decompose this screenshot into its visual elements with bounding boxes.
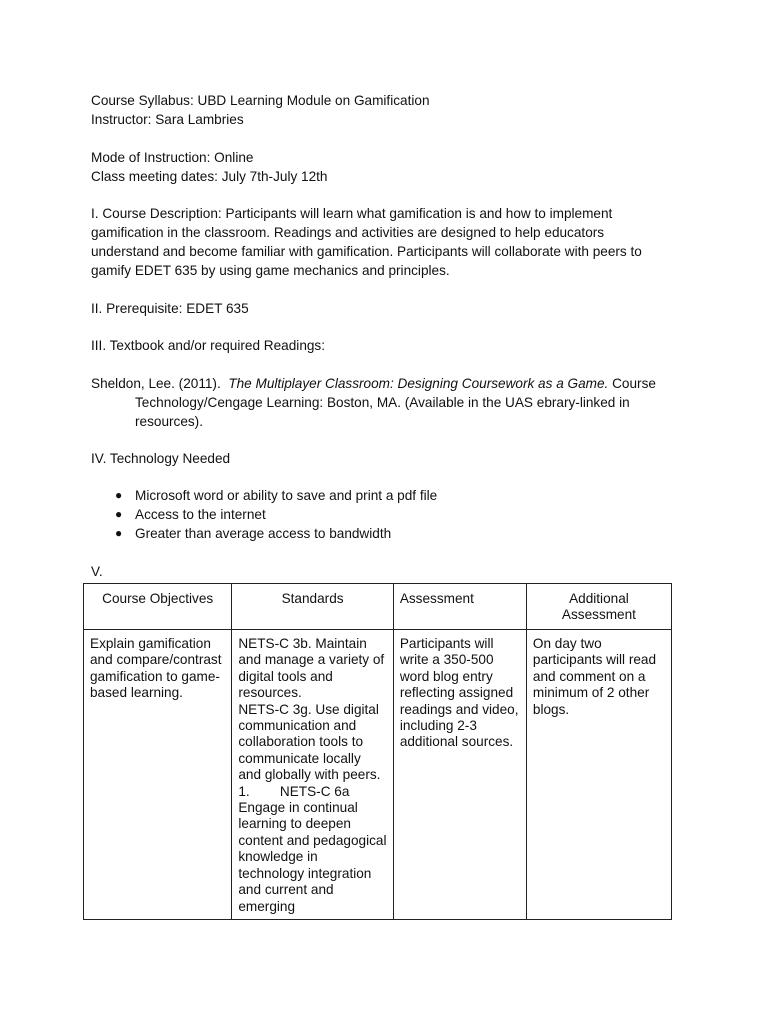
- course-description: [91, 204, 691, 280]
- course-logistics: [91, 148, 691, 186]
- description-line: understand and become familiar with gamification. Participants will collaborate with peers to: [91, 244, 642, 259]
- prerequisite-text: II. Prerequisite: EDET 635: [91, 301, 249, 316]
- bullet-icon: ●: [115, 507, 123, 521]
- reference-title: The Multiplayer Classroom: Designing Coursework as a Game.: [228, 376, 609, 391]
- table-header-row: [84, 584, 672, 630]
- list-item: [91, 524, 437, 543]
- reference-author: Sheldon, Lee. (2011).: [91, 376, 221, 391]
- textbook-reference: [91, 374, 691, 431]
- description-line: I. Course Description: Participants will learn what gamification is and how to implement: [91, 206, 613, 221]
- description-line: gamification in the classroom. Readings and activities are designed to help educators: [91, 225, 605, 240]
- description-line: gamify EDET 635 by using game mechanics and principles.: [91, 263, 450, 278]
- instructor-line: Instructor: Sara Lambries: [91, 112, 244, 127]
- standard-item: 1. NETS-C 6a Engage in continual learning to deepen content and pedagogical knowledge in technology integration and current and emerging: [238, 783, 391, 914]
- list-item-text: Access to the internet: [135, 507, 266, 522]
- header-assessment: Assessment: [393, 584, 526, 630]
- standard-item: NETS-C 3g. Use digital communication and collaboration tools to communicate locally and globally with peers.: [238, 701, 381, 783]
- list-item: [91, 486, 437, 505]
- reference-publisher-start: Course: [612, 376, 656, 391]
- list-item-text: Microsoft word or ability to save and print a pdf file: [135, 488, 438, 503]
- cell-standards: [232, 630, 393, 920]
- section-v-text: V.: [91, 564, 103, 579]
- header-course-objectives: Course Objectives: [84, 584, 232, 630]
- reference-line-2: Technology/Cengage Learning: Boston, MA. (Available in the UAS ebrary-linked in: [135, 395, 630, 410]
- list-item: [91, 505, 437, 524]
- readings-heading: [91, 336, 691, 355]
- bullet-icon: ●: [115, 526, 123, 540]
- dates-line: Class meeting dates: July 7th-July 12th: [91, 169, 328, 184]
- cell-assessment: Participants will write a 350-500 word blog entry reflecting assigned readings and video, including 2-3 additional sources.: [393, 630, 526, 920]
- mode-line: Mode of Instruction: Online: [91, 150, 254, 165]
- prerequisite: [91, 299, 691, 318]
- technology-heading-text: IV. Technology Needed: [91, 451, 231, 466]
- reference-line-3: resources).: [135, 414, 203, 429]
- table-row: [84, 630, 672, 920]
- course-title: Course Syllabus: UBD Learning Module on Gamification: [91, 93, 430, 108]
- technology-list: [91, 486, 437, 543]
- technology-heading: [91, 449, 691, 468]
- bullet-icon: ●: [115, 488, 123, 502]
- cell-additional-assessment: On day two participants will read and comment on a minimum of 2 other blogs.: [526, 630, 671, 920]
- section-v-label: [91, 562, 691, 581]
- objectives-table: [83, 583, 672, 920]
- readings-heading-text: III. Textbook and/or required Readings:: [91, 338, 326, 353]
- cell-objective: Explain gamification and compare/contrast gamification to game-based learning.: [84, 630, 232, 920]
- standard-item: NETS-C 3b. Maintain and manage a variety of digital tools and resources.: [238, 636, 385, 701]
- list-item-text: Greater than average access to bandwidth: [135, 526, 392, 541]
- header-additional-assessment: Additional Assessment: [526, 584, 671, 630]
- header-standards: Standards: [232, 584, 393, 630]
- course-header: [91, 91, 691, 129]
